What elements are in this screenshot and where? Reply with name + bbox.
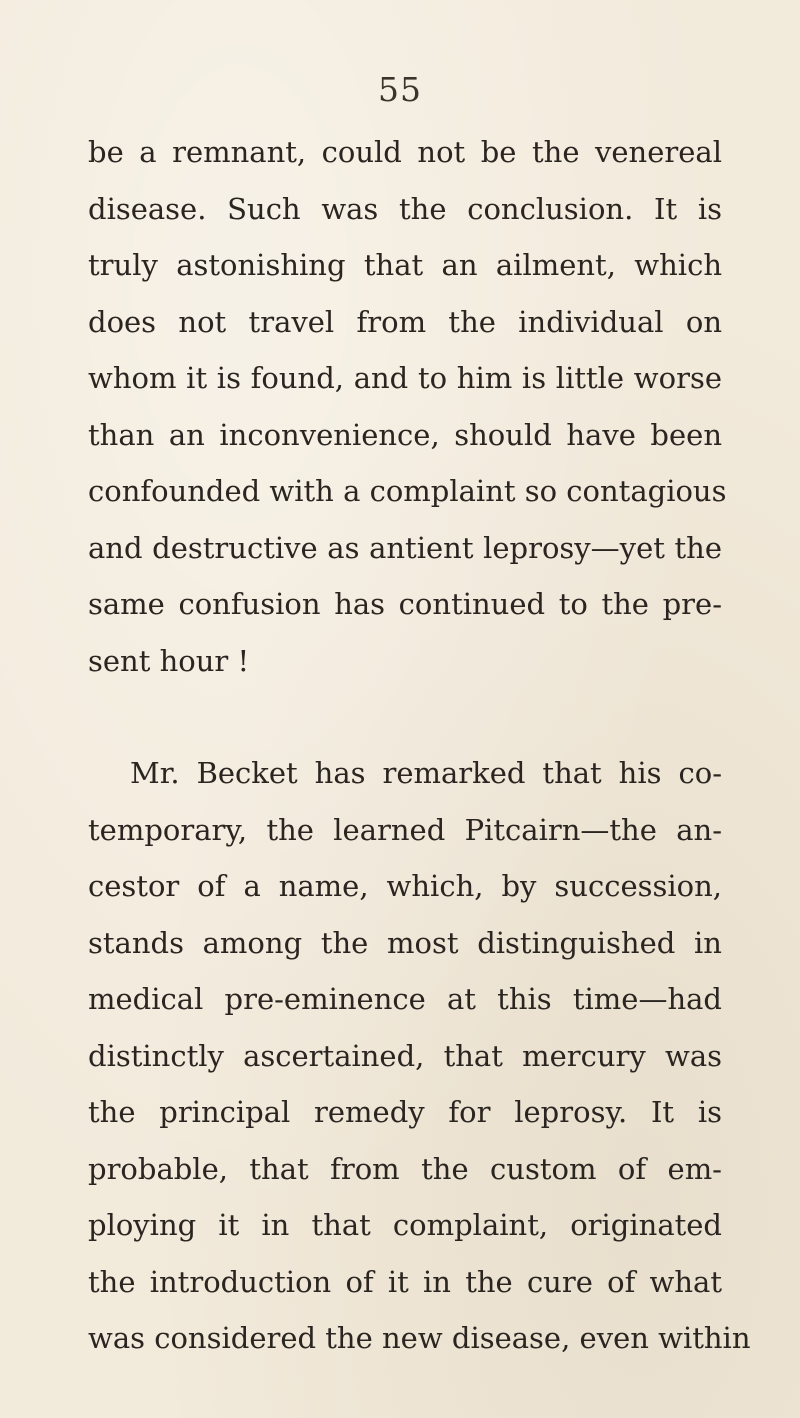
text-line: truly astonishing that an ailment, which (88, 248, 722, 282)
text-line: the introduction of it in the cure of what (88, 1264, 722, 1299)
paragraph-2 (88, 745, 751, 1367)
text-line: temporary, the learned Pitcairn—the an- (88, 812, 722, 847)
text-line: Mr. Becket has remarked that his co- (130, 756, 722, 790)
text-line: medical pre-eminence at this time—had (88, 982, 722, 1016)
text-line: cestor of a name, which, by succession, (88, 869, 722, 903)
text-line: distinctly ascertained, that mercury was (88, 1038, 722, 1073)
text-line: ploying it in that complaint, originated (88, 1208, 722, 1242)
text-line: probable, that from the custom of em- (88, 1151, 722, 1186)
text-line: whom it is found, and to him is little worse (88, 361, 722, 395)
text-line: does not travel from the individual on (88, 304, 722, 339)
text-line: confounded with a complaint so contagious (88, 474, 727, 508)
text-line: the principal remedy for leprosy. It is (88, 1095, 722, 1129)
text-line: same confusion has continued to the pre- (88, 587, 722, 621)
text-line: stands among the most distinguished in (88, 925, 722, 960)
text-line: than an inconvenience, should have been (88, 417, 722, 452)
body-text (88, 124, 751, 1367)
paragraph-gap (88, 689, 722, 745)
text-line: disease. Such was the conclusion. It is (88, 191, 722, 226)
text-line: sent hour ! (88, 643, 250, 678)
text-line: was considered the new disease, even within (88, 1321, 751, 1355)
page-number: 55 (378, 70, 422, 109)
text-line: and destructive as antient leprosy—yet the (88, 530, 722, 565)
paragraph-1 (88, 124, 727, 689)
text-line: be a remnant, could not be the venereal (88, 135, 722, 169)
